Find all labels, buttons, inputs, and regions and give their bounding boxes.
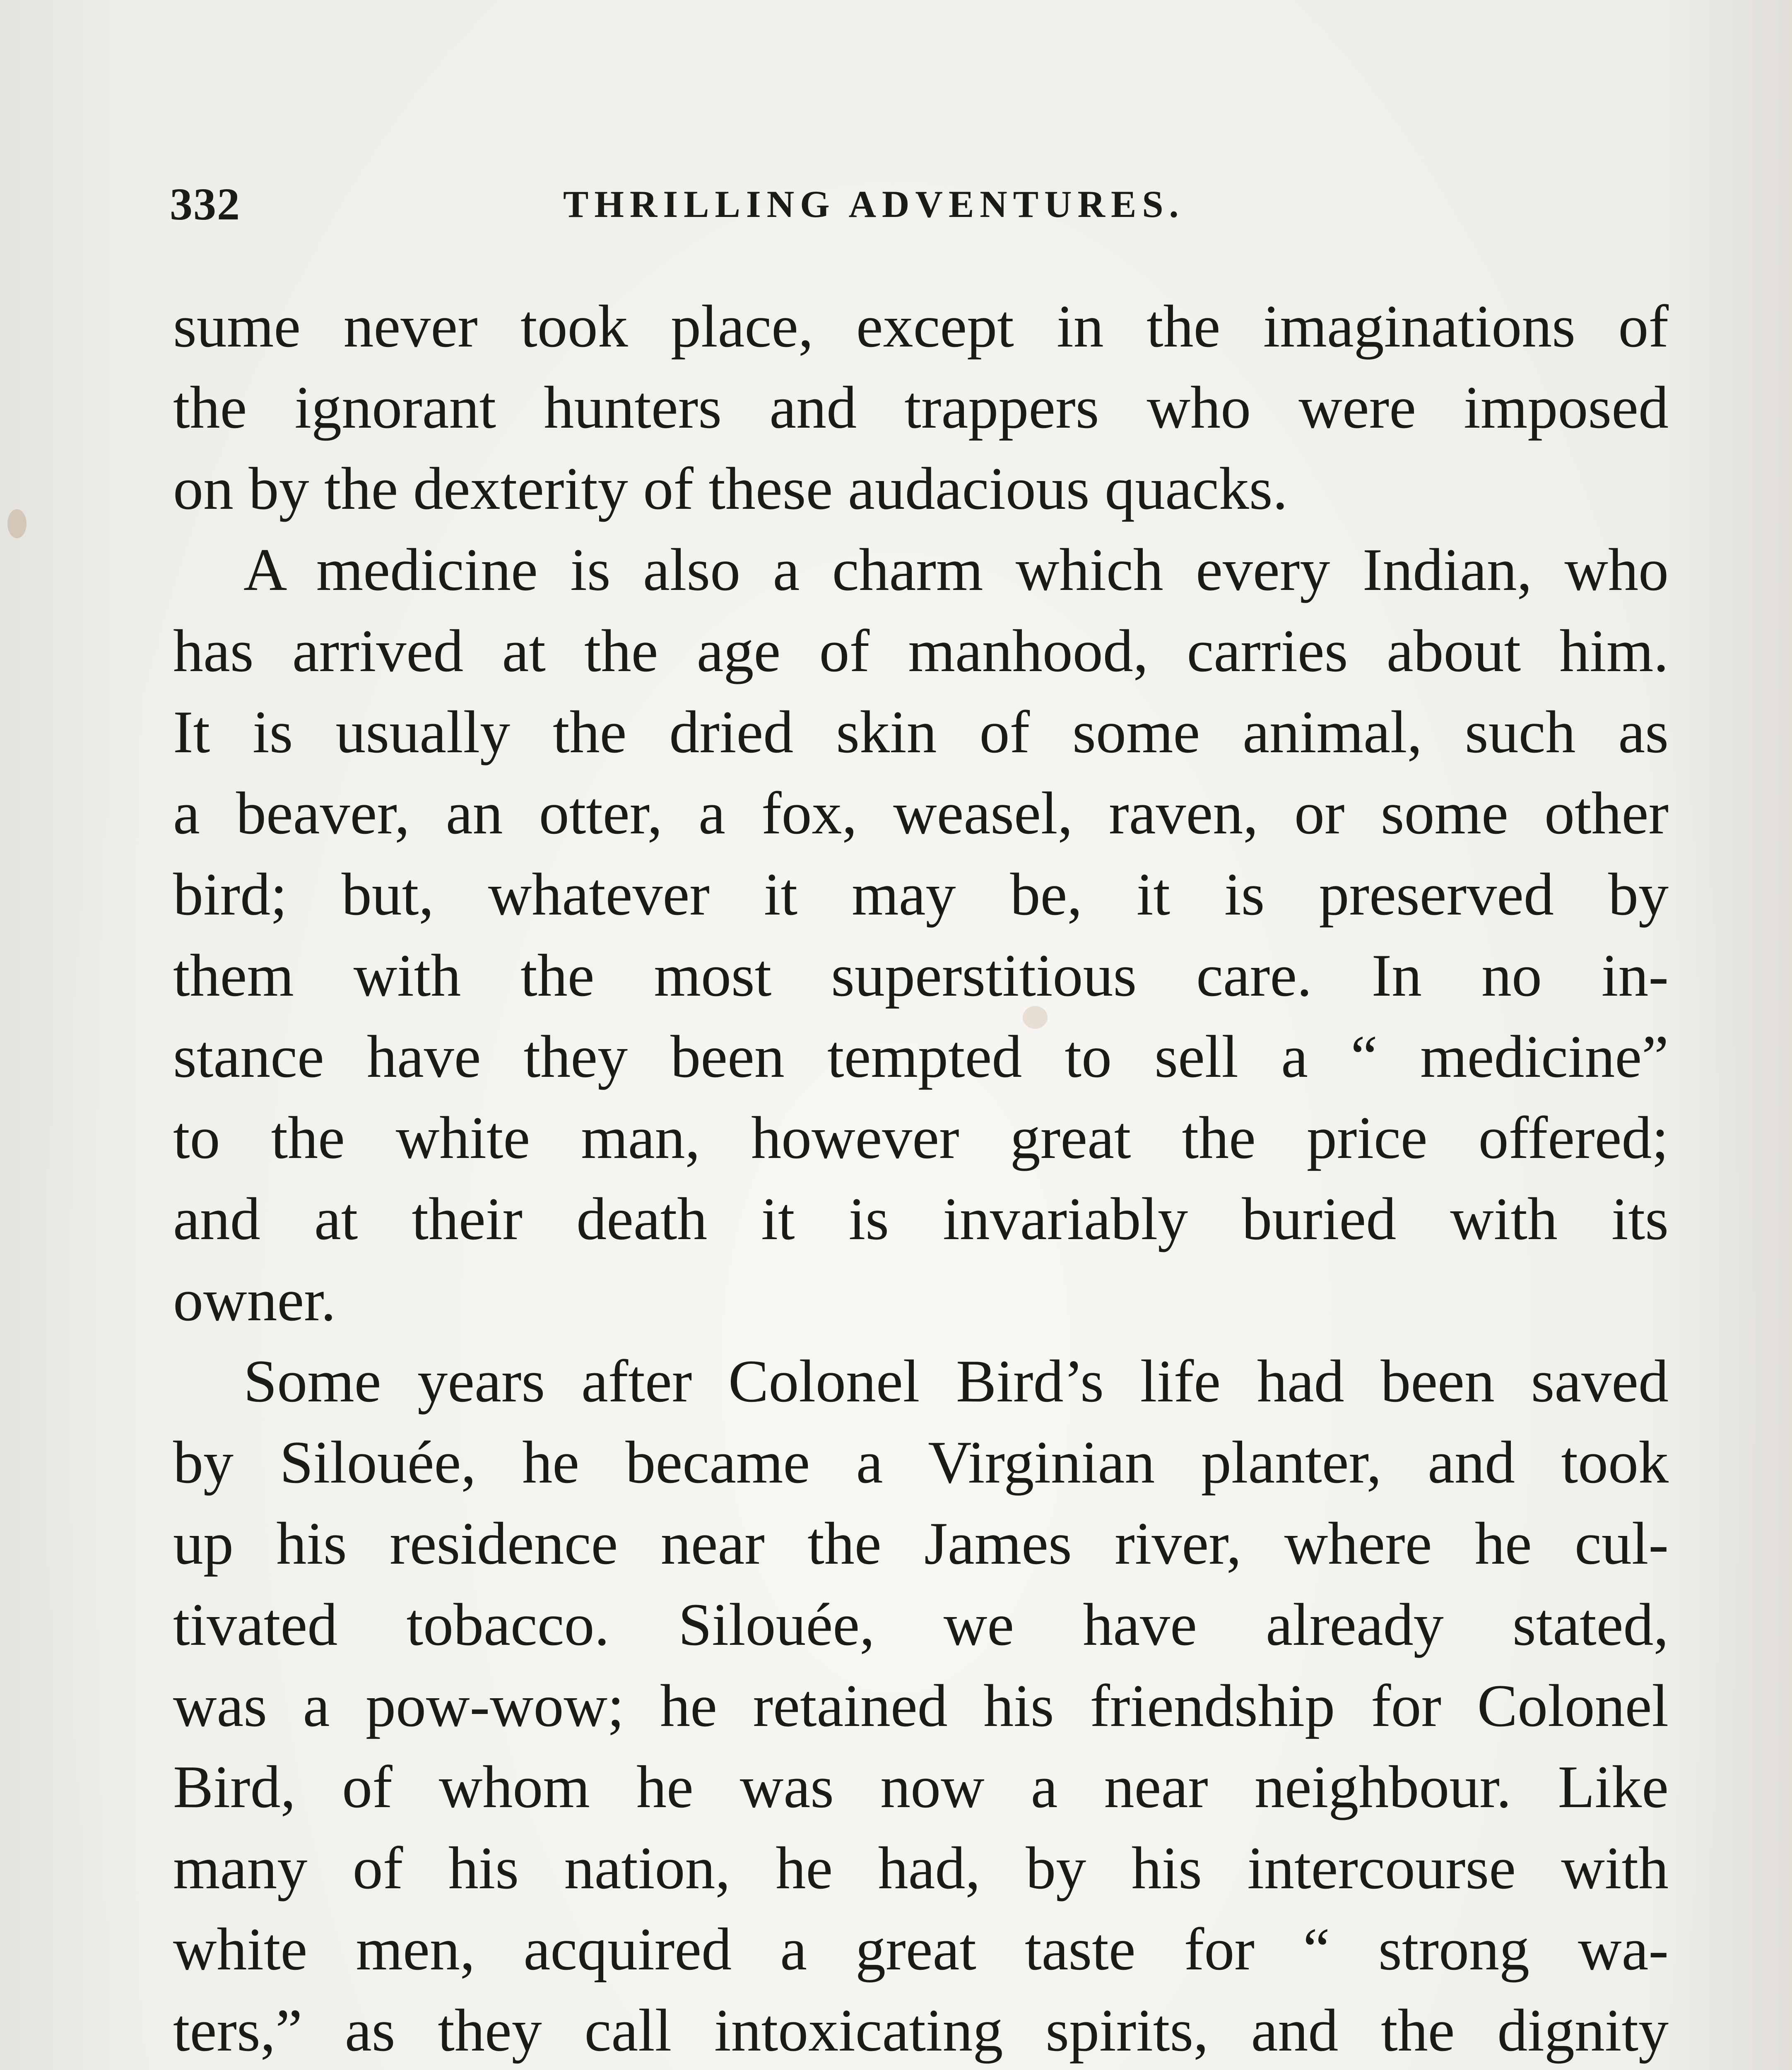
text-line: Bird, of whom he was now a near neighbour. Like [173,1753,1669,1820]
text-line: up his residence near the James river, where he cul- [173,1510,1669,1577]
paper-stain [7,509,26,538]
page-number: 332 [170,179,241,229]
body-text [173,286,1669,2070]
text-line: them with the most superstitious care. In no in- [173,942,1669,1009]
running-head [170,178,1669,253]
text-line: owner. [173,1266,336,1333]
text-line: and at their death it is invariably buried with its [173,1185,1669,1252]
text-line: on by the dexterity of these audacious quacks. [173,455,1288,522]
text-line: bird; but, whatever it may be, it is preserved by [173,861,1669,928]
text-line: by Silouée, he became a Virginian planter, and took [173,1429,1669,1496]
running-title: THRILLING ADVENTURES. [563,183,1185,225]
text-line: has arrived at the age of manhood, carries about him. [173,617,1669,684]
text-line: was a pow-wow; he retained his friendship for Colonel [173,1672,1669,1739]
text-line: ters,” as they call intoxicating spirits, and the dignity [173,1997,1669,2064]
text-line: Some years after Colonel Bird’s life had been saved [243,1348,1669,1415]
text-line: sume never took place, except in the imaginations of [173,293,1669,360]
text-line: tivated tobacco. Silouée, we have already stated, [173,1591,1669,1658]
text-line: white men, acquired a great taste for “ strong wa- [173,1916,1669,1983]
text-line: a beaver, an otter, a fox, weasel, raven, or some other [173,780,1669,847]
text-line: stance have they been tempted to sell a “ medicine” [173,1023,1669,1090]
text-line: many of his nation, he had, by his intercourse with [173,1834,1669,1902]
text-line: the ignorant hunters and trappers who were imposed [173,374,1669,441]
text-line: to the white man, however great the price offered; [173,1104,1669,1171]
text-line: A medicine is also a charm which every Indian, who [243,536,1669,603]
text-line: It is usually the dried skin of some animal, such as [173,698,1669,765]
